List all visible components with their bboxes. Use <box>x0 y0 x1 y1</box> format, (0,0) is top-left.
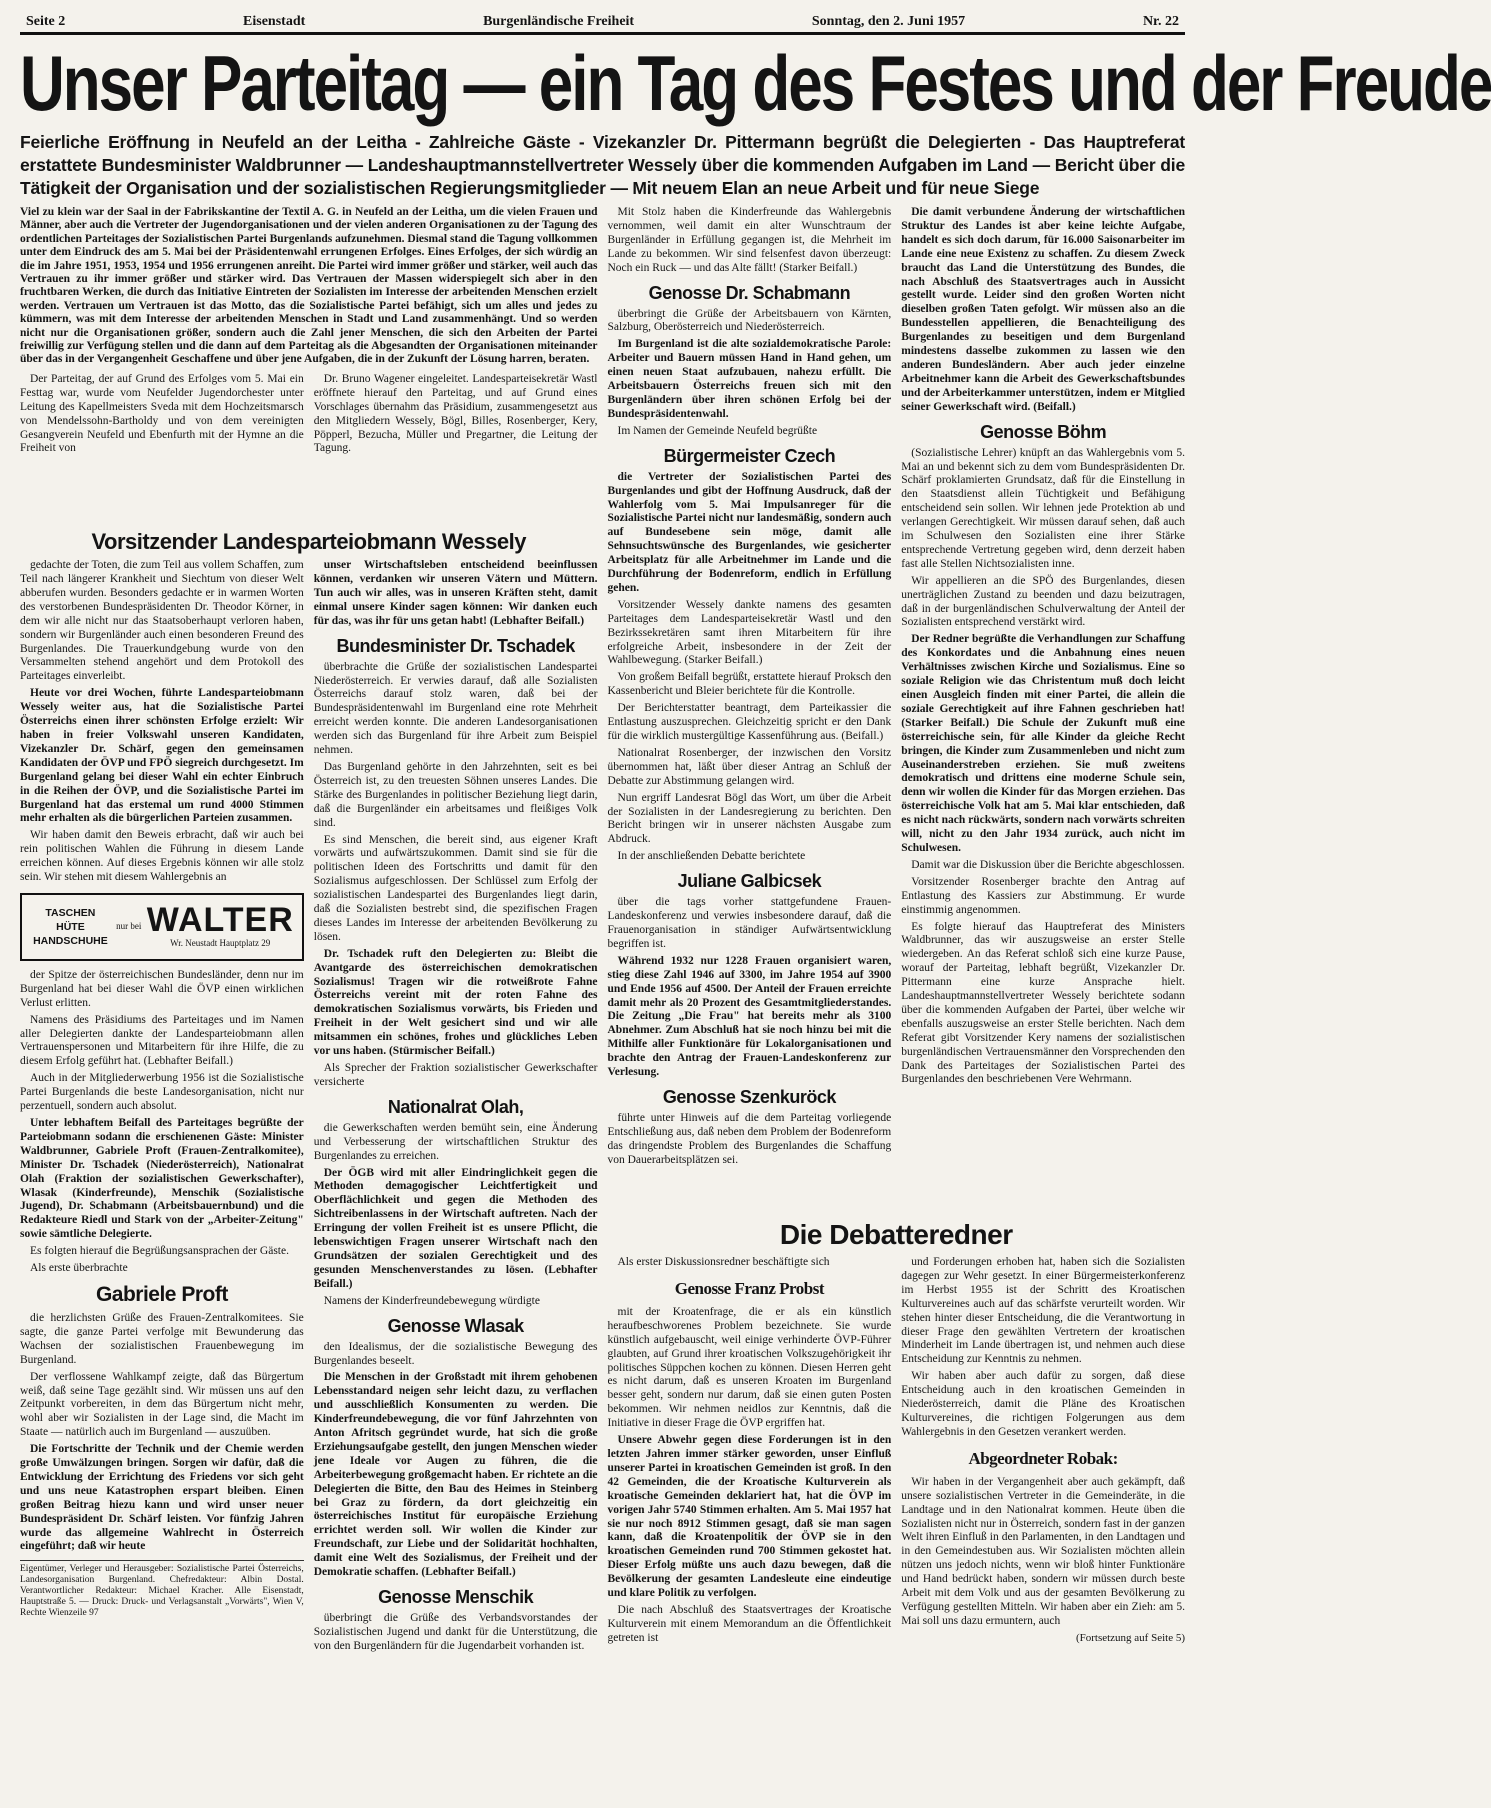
paragraph: überbringt die Grüße des Verbandsvorstandes der Sozialistischen Jugend und dankt für die Unterstützung, die von den Burgenländern für die Jugendarbeit vorhanden ist. <box>313 1612 598 1652</box>
paragraph: Dr. Bruno Wagener eingeleitet. Landesparteisekretär Wastl eröffnete hierauf den Parteitag, und auf Grund eines Vorschlages übernahm das Präsidium, zusammengesetzt aus den Mitgliedern Wessely, Bögl, Billes, Rosenberger, Kery, Pöpperl, Bezucha, Müller und Pregartner, die Leitung der Tagung. <box>313 372 598 455</box>
column-4-debate <box>901 1256 1185 1761</box>
paragraph: die Gewerkschaften werden bemüht sein, eine Änderung und Verbesserung der wirtschaftlichen Struktur des Burgenlandes zu erreichen. <box>313 1121 598 1162</box>
newspaper-page <box>20 8 1491 1788</box>
page-number: Seite 2 <box>26 14 66 29</box>
paragraph: Dr. Tschadek ruft den Delegierten zu: Bleibt die Avantgarde des österreichischen demokratischen Sozialismus! Tragen wir die rotweißrote Fahne Österreichs vereint mit der roten Fahne des demokratischen Sozialismus vorwärts, bis Frieden und Freiheit in der Welt gesichert sind und wir alle mitsammen ein schönes, frohes und glückliches Leben vor uns haben. (Stürmischer Beifall.) <box>313 947 598 1058</box>
paragraph: führte unter Hinweis auf die dem Parteitag vorliegende Entschließung aus, daß neben dem Problem der Bodenreform das dringendste Problem des Burgenlandes die Schaffung von Dauerarbeitsplätzen sei. <box>607 1111 892 1166</box>
paragraph: Während 1932 nur 1228 Frauen organisiert waren, stieg diese Zahl 1946 auf 3300, im Jahre 1954 auf 3900 und Ende 1956 auf 4500. Der Anteil der Frauen erreichte damit mehr als 20 Prozent des Gesamtmitgliederstandes. Die Zeitung „Die Frau" hat bereits mehr als 3100 Abnehmer. Zum Abschluß hat sie noch hinzu bei mit die Mithilfe aller Funktionäre für Lokalorganisationen und brachte den Antrag der Frauen-Landeskonferenz zur Verlesung. <box>607 954 892 1079</box>
headline: Unser Parteitag — ein Tag des Festes und der Freude <box>20 41 1491 128</box>
column-2-top <box>314 373 598 523</box>
section-heading-debate: Die Debatteredner <box>779 1219 1013 1250</box>
column-3 <box>608 206 892 1212</box>
section-heading-wlasak: Genosse Wlasak <box>387 1315 524 1336</box>
paragraph: (Sozialistische Lehrer) knüpft an das Wahlergebnis vom 5. Mai an und bekennt sich zu dem vom Bundespräsidenten Dr. Schärf proklamierten Grundsatz, daß für die Einstellung in den Staatsdienst allein Tüchtigkeit und Befähigung entscheidend sein sollen. Wir lehnen jede Protektion ab und verlangen Gerechtigkeit. Wir müssen darauf sehen, daß auch im Schulwesen den Sozialisten eine ihrer Stärke entsprechende Vertretung gegeben wird, denn derzeit haben fast alle Stellen Nichtsozialisten inne. <box>901 446 1185 570</box>
section-heading-boehm: Genosse Böhm <box>980 421 1107 442</box>
paragraph: Der Redner begrüßte die Verhandlungen zur Schaffung des Konkordates und die Anbahnung eines neuen Verhältnisses zwischen Kirche und Sozialismus. Eine so soziale Religion wie das Christentum muß doch leicht einen Ausgleich finden mit einer Partei, die allein die soziale Gerechtigkeit auf ihre Fahnen geschrieben hat! (Starker Beifall.) Die Schule der Zukunft muß eine österreichische sein, für alle Kinder da gleiche Recht bringen, die Kinder zum Zusammenleben und nicht zum Auseinanderstreben erziehen. Sie muß zweitens demokratisch und drittens eine moderne Schule sein, denn wir wollen die Kinder für das Morgen erziehen. Das österreichische Volk hat am 5. Mai klar entschieden, daß es nicht nach rückwärts, sondern nach vorwärts schreiten will, nicht zu den Jahr 1934 zurück, auch nicht im Schulwesen. <box>901 633 1185 854</box>
paragraph: Das Burgenland gehörte in den Jahrzehnten, seit es bei Österreich ist, zu den treuesten Söhnen unseres Landes. Die Stärke des Burgenlandes in politischer Beziehung liegt darin, daß die Burgenländer ein arbeitsames und fleißiges Volk sind. <box>313 760 598 829</box>
paragraph: Als erste überbrachte <box>30 1262 128 1275</box>
section-heading-schabmann: Genosse Dr. Schabmann <box>648 282 851 303</box>
paragraph: Wir appellieren an die SPÖ des Burgenlandes, diesen unerträglichen Zustand zu beenden und dazu beizutragen, daß in der burgenländischen Schulverwaltung der Anteil der Sozialisten entsprechend verstärkt wird. <box>901 574 1185 629</box>
column-4 <box>901 206 1185 1212</box>
paragraph: der Spitze der österreichischen Bundesländer, denn nur im Burgenland hat bei dieser Wahl die ÖVP einen wirklichen Verlust erlitten. <box>20 968 304 1009</box>
paragraph: Heute vor drei Wochen, führte Landesparteiobmann Wessely weiter aus, hat die Sozialistische Partei Österreichs einen ihrer schönsten Erfolge erzielt: Wir haben in freier Volkswahl unseren Kandidaten, Vizekanzler Dr. Schärf, gegen den gemeinsamen Kandidaten der ÖVP und FPÖ siegreich durchgesetzt. Im Burgenland gelang bei dieser Wahl ein echter Einbruch in die Reihen der ÖVP, und die Sozialistische Partei im Burgenland hat das erstemal um rund 4000 Stimmen mehr erhalten als die bürgerlichen Parteien zusammen. <box>20 687 304 825</box>
paragraph: In der anschließenden Debatte berichtete <box>617 850 806 863</box>
ad-address: Wr. Neustadt Hauptplatz 29 <box>170 938 271 948</box>
paragraph: Nationalrat Rosenberger, der inzwischen den Vorsitz übernommen hat, läßt über dieser Antrag an Schluß der Debatte zur Abstimmung gelangen wird. <box>607 746 892 787</box>
paragraph: Der Parteitag, der auf Grund des Erfolges vom 5. Mai ein Festtag war, wurde vom Neufelder Jugendorchester unter Leitung des Kapellmeisters Sveda mit dem Hochzeitsmarsch von Mendelssohn-Bartholdy und von dem vereinigten Gesangverein Neufeld und Ebenfurth mit der Hymne an die Freiheit von <box>20 372 304 455</box>
page-header <box>20 8 1185 35</box>
paragraph: überbrachte die Grüße der sozialistischen Landespartei Niederösterreich. Er verwies darauf, daß alle Sozialisten Österreichs darauf stolz waren, daß bei der Bundespräsidentenwahl im Burgenland eine rote Mehrheit erreicht werden konnte. Die anderen Landesorganisationen werden sich das Burgenland für ihre Arbeit zum Beispiel nehmen. <box>313 660 598 757</box>
paragraph: Es sind Menschen, die bereit sind, aus eigener Kraft vorwärts und aufwärtszukommen. Damit sind sie für die politischen Ideen des Fortschritts und damit für den Sozialismus aufgeschlossen. Der Schlüssel zum Erfolg der sozialistischen Landespartei des Burgenlandes liegt darin, daß die Sozialisten bestrebt sind, die spezifischen Fragen dieses Landes im Interesse der arbeitenden Bevölkerung zu lösen. <box>313 833 598 943</box>
paragraph: Die Fortschritte der Technik und der Chemie werden große Umwälzungen bringen. Sorgen wir dafür, daß die Entwicklung der Errichtung des Friedens vor sich geht und uns neue Katastrophen erspart bleiben. Einen großen Beitrag hiezu kann und wird unser neuer Bundespräsident Dr. Schärf leisten. Vor fünfzig Jahren wurde das allgemeine Wahlrecht in Österreich eingeführt; daß wir heute <box>20 1443 304 1553</box>
paragraph: unser Wirtschaftsleben entscheidend beeinflussen können, verdanken wir unseren Vätern und Müttern. Tun auch wir alles, was in unseren Kräften steht, damit einmal unsere Kinder sagen können: Wir danken euch für das, was ihr für uns getan habt! (Lebhafter Beifall.) <box>313 559 598 627</box>
paragraph: Der Berichterstatter beantragt, dem Parteikassier die Entlastung auszusprechen. Gleichzeitig spricht er den Dank für die wirklich mustergültige Kassenführung aus. (Beifall.) <box>607 702 892 742</box>
section-heading-czech: Bürgermeister Czech <box>663 445 836 466</box>
place: Eisenstadt <box>243 14 306 29</box>
paragraph: überbringt die Grüße der Arbeitsbauern von Kärnten, Salzburg, Oberösterreich und Niederösterreich. <box>607 307 892 334</box>
paragraph: die herzlichsten Grüße des Frauen-Zentralkomitees. Sie sagte, die ganze Partei verfolge mit Bewunderung das Wachsen der sozialistischen Frauenbewegung im Burgenland. <box>20 1311 304 1366</box>
issue-date: Sonntag, den 2. Juni 1957 <box>811 14 966 29</box>
paragraph: Namens des Präsidiums des Parteitages und im Namen aller Delegierten dankte der Landesparteiobmann allen Vertrauenspersonen und Mitarbeitern für ihre Hilfe, die zu diesem Erfolg geführt hat. (Lebhafter Beifall.) <box>20 1013 304 1068</box>
ad-brand: WALTER <box>146 901 294 939</box>
paragraph: Von großem Beifall begrüßt, erstattete hierauf Proksch den Kassenbericht und Bleier berichtete für die Kontrolle. <box>607 671 892 698</box>
continuation-note: (Fortsetzung auf Seite 5) <box>1075 1631 1185 1644</box>
paragraph: mit der Kroatenfrage, die er als ein künstlich heraufbeschworenes Problem bezeichnete. Sie wurde künstlich aufgebauscht, weil einige verhinderte ÖVP-Führer glaubten, auf Grund ihrer kroatischen Volkszugehörigkeit ihr politisches Süppchen kochen zu können. Diesen Herren geht es nicht darum, daß es unseren Kroaten im Burgenland besser geht, sondern nur darum, daß sie einen guten Posten bekommen. Wir nehmen neidlos zur Kenntnis, daß die Initiative in dieser Frage die ÖVP ergriffen hat. <box>607 1305 892 1430</box>
paragraph: Unter lebhaftem Beifall des Parteitages begrüßte der Parteiobmann sodann die erschienenen Gäste: Minister Waldbrunner, Gabriele Proft (Frauen-Zentralkomitee), Minister Dr. Tschadek (Niederösterreich), Nationalrat Olah (Fraktion der sozialistischen Gewerkschafter), Wlasak (Kinderfreunde), Menschik (Sozialistische Jugend), Dr. Schabmann (Arbeitsbauernbund) und die Redakteure Riedl und Stark von der „Arbeiter-Zeitung" sowie sämtliche Delegierte. <box>20 1117 304 1241</box>
lead-paragraph: Viel zu klein war der Saal in der Fabrikskantine der Textil A. G. in Neufeld an der Leitha, um die vielen Frauen und Männer, aber auch die Vertreter der Jugendorganisationen und der vielen anderen Organisationen zu der Tagung des ordentlichen Parteitages der Sozialistischen Partei Burgenlands aufzunehmen. Diesmal stand die Tagung vollkommen unter dem Eindruck des am 5. Mai bei der Präsidentenwahl errungenen Erfolges. Eines Erfolges, der sich würdig an die im Jahre 1951, 1953, 1954 und 1956 errungenen anreiht. Die Partei wird immer größer und stärker, weil auch das Vertrauen zu ihr immer größer und stärker wird. Das Vertrauen der Massen widerspiegelt sich aber in den fruchtbaren Werken, die durch das Initiative Eintreten der Sozialisten im Interesse der arbeitenden Menschen erzielt werden. Vertrauen um Vertrauen ist das Motto, das die Sozialistische Partei befähigt, sich um alles und jedes zu kümmern, was mit dem Interesse der arbeitenden Menschen in Stadt und Land zusammenhängt. Und so werden nicht nur die Organisationen größer, sondern auch die Zahl jener Menschen, die sich den Arbeiten der Partei freiwillig zur Verfügung stellen und die dann auf dem Parteitag als die Abgesandten der Organisationen miteinander über das in der Vergangenheit Geschaffene und über jene Aufgaben, die in der Zukunft der Lösung harren, beraten. <box>20 206 598 366</box>
ad-nur-bei: nur bei <box>116 921 142 931</box>
paragraph: Die nach Abschluß des Staatsvertrages der Kroatische Kulturverein mit einem Memorandum an die Öffentlichkeit getreten ist <box>607 1603 892 1644</box>
paragraph: den Idealismus, der die sozialistische Bewegung des Burgenlandes beseelt. <box>313 1340 598 1367</box>
column-1 <box>20 373 304 523</box>
paragraph: Wir haben aber auch dafür zu sorgen, daß diese Entscheidung auch in den kroatischen Gemeinden in Niederösterreich, damit die Pläne des Kroatischen Kulturvereines, die richtigen Folgerungen aus dem Wahlergebnis in den Gesetzen verankert werden. <box>901 1370 1185 1438</box>
column-1-body <box>20 559 304 1761</box>
issue-number: Nr. 22 <box>1142 14 1179 29</box>
paragraph: über die tags vorher stattgefundene Frauen-Landeskonferenz und verwies insbesondere darauf, daß die Frauenorganisation in ständiger Aufwärtsentwicklung begriffen ist. <box>607 896 892 950</box>
section-heading-robak: Abgeordneter Robak: <box>968 1448 1118 1468</box>
paragraph: Wir haben damit den Beweis erbracht, daß wir auch bei rein politischen Wahlen die Führung in diesem Lande erreichen können. Auf dieses Ergebnis können wir alle stolz sein. Wir stehen mit diesem Wahlergebnis an <box>20 829 304 884</box>
imprint: Eigentümer, Verleger und Herausgeber: Sozialistische Partei Österreichs, Landesorganisation Burgenland. Chefredakteur: Albin Dostal. Verantwortlicher Redakteur: Michael Kracher. Alle Eisenstadt, Hauptstraße 5. — Druck: Druck- und Verlagsanstalt „Vorwärts", Wien V, Rechte Wienzeile 97 <box>20 1560 304 1619</box>
paragraph: Vorsitzender Wessely dankte namens des gesamten Parteitages dem Landesparteisekretär Wastl und den Bezirkssekretären samt ihren Mitarbeitern für ihre erfolgreiche Arbeit, insbesondere in der Zeit der Wahlbewegung. (Starker Beifall.) <box>607 598 892 667</box>
paragraph: Als Sprecher der Fraktion sozialistischer Gewerkschafter versicherte <box>313 1062 598 1088</box>
paragraph: Wir haben in der Vergangenheit aber auch gekämpft, daß unsere sozialistischen Vertreter in die Gemeinderäte, in die Landtage und in den Nationalrat kommen. Heute üben die Sozialisten nicht nur in Österreich, sondern fast in der ganzen Welt ihren Einfluß in den Parlamenten, in den Landtagen und in den Gemeindestuben aus. Wir Sozialisten möchten allein nützen uns jedoch nichts, wenn wir bloß hinter Funktionäre und Hand bedrückt haben, sondern wir müssen durch beste Arbeit mit dem Volk und aus der gesamten Bevölkerung zu Verfügung gestellten Mitteln. Wir haben aber ein Zieh: am 5. Mai soll uns dazu ermuntern, auch <box>901 1475 1185 1627</box>
paragraph: und Forderungen erhoben hat, haben sich die Sozialisten dagegen zur Wehr gesetzt. In einer Bürgermeisterkonferenz im Herbst 1955 ist der Schritt des Kroatischen Kulturvereines auch auf das schärfste verurteilt worden. Wir stehen hinter dieser Entscheidung, die die Verantwortung in dieser Frage den gewählten Vertretern der kroatischen Minderheit im Lande übertragen ist, und nehmen auch diese Entscheidung zur Kenntnis zu nehmen. <box>901 1256 1185 1366</box>
section-heading-tschadek: Bundesminister Dr. Tschadek <box>336 635 575 656</box>
paragraph: Unsere Abwehr gegen diese Forderungen ist in den letzten Jahren immer stärker geworden, unser Einfluß unserer Partei in kroatischen Gemeinden ist groß. In den 42 Gemeinden, die der Kroatische Kulturverein als kroatische Gemeinden deklariert hat, hat die ÖVP im vorigen Jahr 5740 Stimmen erhalten. Am 5. Mai 1957 hat sie nur noch 8912 Stimmen gesagt, daß sie man sagen kann, daß die Kroatenpolitik der ÖVP sie in den kroatischen Gemeinden rund 700 Stimmen gekostet hat. Dieser Erfolg müßte uns auch dazu bewegen, daß die Bevölkerung der gesamten Landesleute eine eindeutige und klare Politik zu verfolgen. <box>607 1434 892 1600</box>
paragraph: Damit war die Diskussion über die Berichte abgeschlossen. <box>911 858 1185 871</box>
paragraph: Auch in der Mitgliederwerbung 1956 ist die Sozialistische Partei Burgenlands die beste Landesorganisation, nicht nur perzentuell, sondern auch absolut. <box>20 1072 304 1113</box>
section-heading-wessely: Vorsitzender Landesparteiobmann Wessely <box>91 529 526 555</box>
section-heading-proft: Gabriele Proft <box>95 1282 228 1306</box>
section-heading-szenkuroeck: Genosse Szenkuröck <box>662 1086 836 1107</box>
paragraph: Der verflossene Wahlkampf zeigte, daß das Bürgertum weiß, daß seine Tage gezählt sind. Wir müssen uns auf den Zeitpunkt vorbereiten, in dem das Bürgertum nicht mehr, wohl aber wir Sozialisten in der Lage sind, die Macht im Staate — natürlich auch im Burgenland — auszuüben. <box>20 1370 304 1439</box>
paragraph: Es folgte hierauf das Hauptreferat des Ministers Waldbrunner, das wir auszugsweise an erster Stelle wiedergeben. An das Referat schloß sich eine kurze Pause, worauf der Parteitag, lebhaft begrüßt, Vizekanzler Dr. Pittermann eine kurze Ansprache hielt. Landeshauptmannstellvertreter Wessely berichtete sodann über die kommenden Aufgaben der Partei, über welche wir ebenfalls auszugsweise an erster Stelle berichten. Nach dem Referat gibt Vorsitzender Kery namens der sozialistischen burgenländischen Vertrauensmänner den Vorsprechenden den Dank des Parteitages der Sozialistischen Partei des Burgenlandes den beschriebenen Vere Wehrmann. <box>901 920 1185 1086</box>
paragraph: Nun ergriff Landesrat Bögl das Wort, um über die Arbeit der Sozialisten in der Landesregierung zu berichten. Den Bericht bringen wir in unserer nächsten Ausgabe zum Abdruck. <box>607 791 892 846</box>
section-heading-menschik: Genosse Menschik <box>378 1587 534 1608</box>
paragraph: gedachte der Toten, die zum Teil aus vollem Schaffen, zum Teil nach längerer Krankheit und Siechtum von dieser Welt abberufen wurden. Besonders gedachte er in warmen Worten des verstorbenen Bundespräsidenten Dr. Theodor Körner, in dem wir alle nicht nur das Staatsoberhaupt verloren haben, sondern wir Burgenländer auch einen besonderen Freund des Burgenlandes. Die Trauerkundgebung wurde von den Versammelten stehend angehört und dem Protokoll des Parteitages einverleibt. <box>20 559 304 683</box>
paragraph: Vorsitzender Rosenberger brachte den Antrag auf Entlastung des Kassiers zur Abstimmung. Er wurde einstimmig angenommen. <box>901 875 1185 916</box>
paragraph: Die Menschen in der Großstadt mit ihrem gehobenen Lebensstandard neigen sehr leicht dazu, zu verflachen und ausschließlich Konsumenten zu werden. Die Kinderfreundebewegung, die vor fünf Jahrzehnten von Anton Afritsch gegründet wurde, hat sich die große Erziehungsaufgabe gestellt, den jungen Menschen wieder jene Ideale vor Augen zu führen, die die Arbeiterbewegung großgemacht haben. Er richtete an die Delegierten die Bitte, den Bau des Heimes in Steinberg bei Graz zu fördern, da dort gleichzeitig ein österreichisches Institut für europäische Erziehung errichtet werden soll. Wir wollen die Kinder zur Freundschaft, zur Liebe und der Solidarität hochhalten, damit eine Welt des Sozialismus, der Freiheit und der Demokratie schaffen. (Lebhafter Beifall.) <box>313 1371 598 1579</box>
advertisement-walter <box>20 893 304 961</box>
article-columns <box>20 206 1185 1761</box>
paragraph: Die damit verbundene Änderung der wirtschaftlichen Struktur des Landes ist aber keine leichte Aufgabe, handelt es sich doch darum, für 16.000 Saisonarbeiter im Lande eine neue Existenz zu schaffen. Zu diesem Zweck braucht das Land die Unterstützung des Bundes, die nach Abschluß des Staatsvertrages auch in Aussicht gestellt wurde. Leider sind den großen Worten nicht dieselben großen Taten gefolgt. Wir müssen also an die Bundesstellen appellieren, die Benachteiligung des Burgenlandes zu beseitigen und dem Burgenland mindestens dasselbe zukommen zu lassen wie den anderen Bundesländern. Aber auch jeder einzelne Arbeitnehmer kann die Arbeit des Gewerkschaftsbundes und der Arbeiterkammer unterstützen, indem er Mitglied seiner Gewerkschaft wird. (Beifall.) <box>901 206 1185 413</box>
paragraph: Namens der Kinderfreundebewegung würdigte <box>323 1294 540 1307</box>
paragraph: Im Namen der Gemeinde Neufeld begrüßte <box>617 424 818 437</box>
paragraph: Im Burgenland ist die alte sozialdemokratische Parole: Arbeiter und Bauern müssen Hand in Hand gehen, um einen neuen Staat aufzubauen, nahezu erfüllt. Die Arbeitsbauern Österreichs freuen sich mit den Burgenländern über ihren schönen Erfolg bei der Bundespräsidentenwahl. <box>607 338 892 420</box>
ad-products: TASCHEN HÜTE HANDSCHUHE <box>33 906 108 947</box>
section-heading-probst: Genosse Franz Probst <box>674 1278 825 1298</box>
paragraph: Es folgten hierauf die Begrüßungsansprachen der Gäste. <box>30 1245 289 1258</box>
paragraph: Mit Stolz haben die Kinderfreunde das Wahlergebnis vernommen, weil damit ein alter Wunschtraum der Burgenländer in Erfüllung gegangen ist, die Mehrheit im Lande zu bekommen. Wir sind felsenfest davon überzeugt: Noch ein Ruck — und das Alte fällt! (Starker Beifall.) <box>607 206 892 274</box>
section-heading-olah: Nationalrat Olah, <box>387 1096 524 1117</box>
subheadline: Feierliche Eröffnung in Neufeld an der Leitha - Zahlreiche Gäste - Vizekanzler Dr. Pittermann begrüßt die Delegierten - Das Hauptreferat erstattete Bundesminister Waldbrunner — Landeshauptmannstellvertreter Wessely über die kommenden Aufgaben im Land — Bericht über die Tätigkeit der Organisation und der sozialistischen Regierungsmitglieder — Mit neuem Elan an neue Arbeit und für neue Siege <box>20 132 1185 198</box>
paragraph: Als erster Diskussionsredner beschäftigte sich <box>617 1256 830 1268</box>
paragraph: Der ÖGB wird mit aller Eindringlichkeit gegen die Methoden demagogischer Leichtfertigkeit und Oberflächlichkeit und gegen die Methoden des Sichtreibenlassens in der Wirtschaft auftreten. Nach der Erringung der vollen Freiheit ist es unsere Pflicht, die lebenswichtigen Fragen unserer Wirtschaft nach den Grundsätzen der sozialen Gerechtigkeit und des gesunden Menschenverstandes zu lösen. (Lebhafter Beifall.) <box>313 1166 598 1290</box>
column-2 <box>314 559 598 1761</box>
paragraph: die Vertreter der Sozialistischen Partei des Burgenlandes und gibt der Hoffnung Ausdruck, daß der Wahlerfolg vom 5. Mai Impulsanreger für die Sozialistische Partei nicht nur landesmäßig, sondern auch auf Bundesebene sein möge, damit alle Sehnsuchtswünsche des Burgenlandes, wie gesicherter Arbeitsplatz für alle Arbeitnehmer im Lande und die Durchführung der Bodenreform, endlich in Erfüllung gehen. <box>607 470 892 594</box>
paper-name: Burgenländische Freiheit <box>483 14 635 29</box>
section-heading-galbicsek: Juliane Galbicsek <box>677 871 822 892</box>
column-3-debate <box>608 1256 892 1761</box>
